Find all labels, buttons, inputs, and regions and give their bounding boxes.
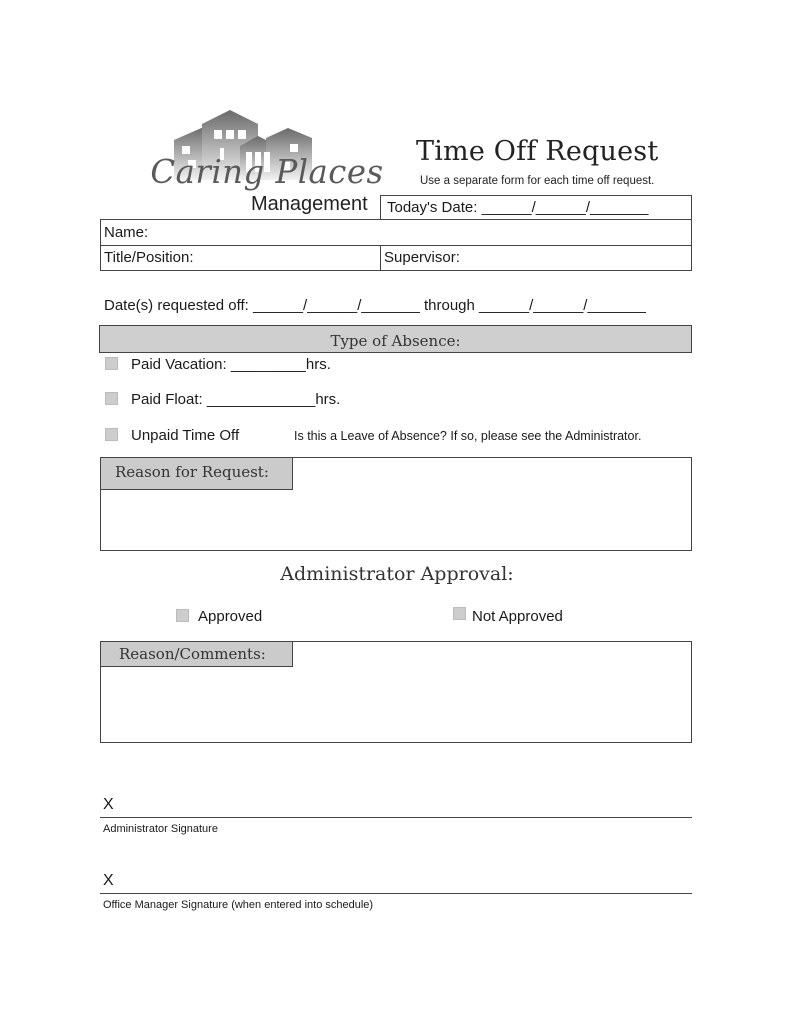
administrator-approval-title (0, 563, 790, 585)
row-divider (100, 245, 692, 246)
type-of-absence-title: Type of Absence: (330, 332, 461, 350)
office-manager-signature-mark: X (103, 872, 114, 889)
logo-script-text: Caring Places (150, 152, 384, 191)
paid-vacation-checkbox[interactable] (105, 357, 118, 370)
column-divider (380, 245, 381, 271)
administrator-approval-title-text: Administrator Approval: (280, 563, 514, 585)
name-field[interactable]: Name: (104, 224, 149, 241)
reason-comments-label: Reason/Comments: (119, 645, 266, 663)
paid-float-label: Paid Float: _____________hrs. (131, 391, 341, 408)
administrator-signature-mark: X (103, 796, 114, 813)
paid-vacation-label: Paid Vacation: _________hrs. (131, 356, 331, 373)
logo-subtitle: Management (251, 193, 368, 215)
not-approved-label: Not Approved (472, 608, 563, 625)
page-subtitle: Use a separate form for each time off request. (420, 175, 655, 187)
leave-of-absence-note: Is this a Leave of Absence? If so, please see the Administrator. (294, 429, 642, 443)
administrator-signature-label: Administrator Signature (103, 823, 218, 835)
page-title: Time Off Request (416, 136, 659, 167)
approved-label: Approved (198, 608, 263, 625)
approved-checkbox[interactable] (176, 609, 189, 622)
supervisor-field[interactable]: Supervisor: (384, 249, 460, 266)
todays-date-label: Today's Date: ______/______/_______ (387, 199, 649, 216)
title-position-field[interactable]: Title/Position: (104, 249, 194, 266)
not-approved-checkbox[interactable] (453, 607, 466, 620)
administrator-signature-line[interactable] (100, 817, 692, 818)
office-manager-signature-line[interactable] (100, 893, 692, 894)
reason-for-request-label: Reason for Request: (115, 463, 269, 481)
office-manager-signature-label: Office Manager Signature (when entered into schedule) (103, 899, 374, 911)
unpaid-time-off-checkbox[interactable] (105, 428, 118, 441)
dates-requested-field[interactable]: Date(s) requested off: ______/______/_______ through ______/______/_______ (104, 297, 646, 314)
unpaid-time-off-label: Unpaid Time Off (131, 427, 240, 444)
paid-float-checkbox[interactable] (105, 392, 118, 405)
